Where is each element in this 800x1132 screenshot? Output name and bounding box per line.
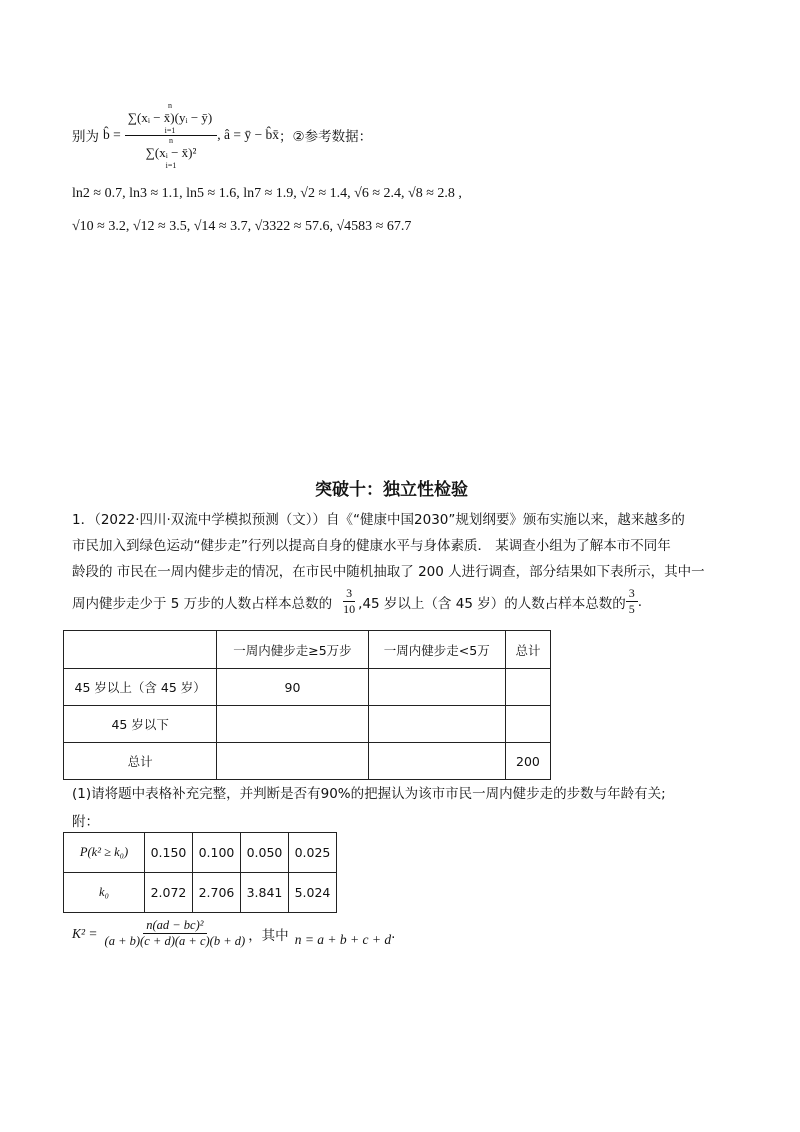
- sum-lower-limit: i=1: [164, 125, 176, 135]
- reference-data-line-2: √10 ≈ 3.2, √12 ≈ 3.5, √14 ≈ 3.7, √3322 ≈ 57.6, √4583 ≈ 67.7: [72, 219, 412, 234]
- k2-formula: [72, 918, 395, 949]
- a-hat-expression: , â = ȳ − b̂x̄: [217, 127, 279, 142]
- b-hat-fraction: [125, 101, 218, 170]
- table-cell: [505, 706, 550, 743]
- table-cell: 0.025: [289, 833, 337, 873]
- fraction-three-fifths: [626, 586, 638, 617]
- table-cell: [217, 743, 368, 780]
- b-hat-denominator: [143, 136, 200, 170]
- sum-upper-limit: n: [168, 100, 172, 110]
- table-header-cell: 一周内健步走<5万: [368, 631, 505, 669]
- problem-line-1: 1．（2022·四川·双流中学模拟预测（文））自《“健康中国2030”规划纲要》颁布实施以来，越来越多的: [72, 512, 685, 528]
- k2-end: .: [391, 925, 396, 942]
- table-cell: 2.072: [145, 873, 193, 913]
- table-cell: [368, 706, 505, 743]
- table-cell: 200: [505, 743, 550, 780]
- k2-denominator: (a + b)(c + d)(a + c)(b + d): [104, 934, 246, 948]
- table-cell: [368, 669, 505, 706]
- table-header-cell: 一周内健步走≥5万步: [217, 631, 368, 669]
- problem-line-3: 龄段的 市民在一周内健步走的情况，在市民中随机抽取了 200 人进行调查，部分结果如下表所示，其中一: [72, 564, 705, 580]
- problem-line-4-text-b: ,45 岁以上（含 45 岁）的人数占样本总数的: [358, 595, 626, 612]
- problem-line-4-end: .: [637, 593, 642, 610]
- k2-fraction: [102, 918, 249, 949]
- b-hat-numerator: [125, 101, 218, 136]
- table-row: [64, 743, 551, 780]
- formula-suffix: ；②参考数据：: [278, 129, 373, 145]
- table-row: [64, 833, 337, 873]
- table-cell: k₀: [64, 873, 145, 913]
- question-1: (1)请将题中表格补充完整，并判断是否有90%的把握认为该市市民一周内健步走的步数与年龄有关;: [72, 786, 666, 802]
- table-cell: P(k² ≥ k₀): [64, 833, 145, 873]
- k2-numerator: n(ad − bc)²: [143, 918, 206, 934]
- contingency-table: [63, 630, 551, 780]
- fraction-1-numerator: 3: [343, 586, 355, 602]
- problem-line-2: 市民加入到绿色运动“健步走”行列以提高自身的健康水平与身体素质． 某调查小组为了解本市不同年: [72, 538, 671, 554]
- problem-line-4: [72, 586, 642, 617]
- table-cell: [217, 706, 368, 743]
- table-cell: 2.706: [193, 873, 241, 913]
- table-row: [64, 669, 551, 706]
- table-cell: 90: [217, 669, 368, 706]
- table-header-cell: 总计: [505, 631, 550, 669]
- k2-mid-text: ，其中: [248, 927, 289, 944]
- reference-data-line-1: ln2 ≈ 0.7, ln3 ≈ 1.1, ln5 ≈ 1.6, ln7 ≈ 1.9, √2 ≈ 1.4, √6 ≈ 2.4, √8 ≈ 2.8 ,: [72, 186, 462, 201]
- table-header-row: [64, 631, 551, 669]
- fraction-2-denominator: 5: [628, 602, 635, 616]
- table-cell: [368, 743, 505, 780]
- denominator-expression: ∑(xᵢ − x̄)²: [145, 144, 197, 160]
- problem-line-4-text-a: 周内健步走少于 5 万步的人数占样本总数的: [72, 595, 333, 612]
- den-sum-lower-limit: i=1: [165, 160, 177, 170]
- formula-prefix: 别为: [72, 129, 99, 145]
- numerator-expression: ∑(xᵢ − x̄)(yᵢ − ȳ): [127, 109, 213, 125]
- fraction-1-denominator: 10: [343, 602, 356, 616]
- k2-lhs: K² =: [72, 925, 98, 941]
- table-cell: 45 岁以下: [64, 706, 217, 743]
- den-sum-upper-limit: n: [169, 135, 173, 145]
- table-cell: 3.841: [241, 873, 289, 913]
- fraction-three-tenths: [340, 586, 358, 617]
- b-hat-lhs: b̂ =: [103, 127, 121, 142]
- table-row: [64, 706, 551, 743]
- section-title: 突破十：独立性检验: [315, 480, 468, 500]
- table-cell: 总计: [64, 743, 217, 780]
- critical-value-table: [63, 832, 337, 913]
- table-cell: [505, 669, 550, 706]
- table-row: [64, 873, 337, 913]
- regression-formula: [72, 100, 372, 170]
- fraction-2-numerator: 3: [626, 586, 638, 602]
- table-cell: 45 岁以上（含 45 岁）: [64, 669, 217, 706]
- table-cell: 5.024: [289, 873, 337, 913]
- appendix-label: 附：: [72, 814, 99, 830]
- table-cell: 0.100: [193, 833, 241, 873]
- table-cell: 0.150: [145, 833, 193, 873]
- table-cell: 0.050: [241, 833, 289, 873]
- n-definition: n = a + b + c + d: [294, 931, 392, 947]
- table-header-cell: [64, 631, 217, 669]
